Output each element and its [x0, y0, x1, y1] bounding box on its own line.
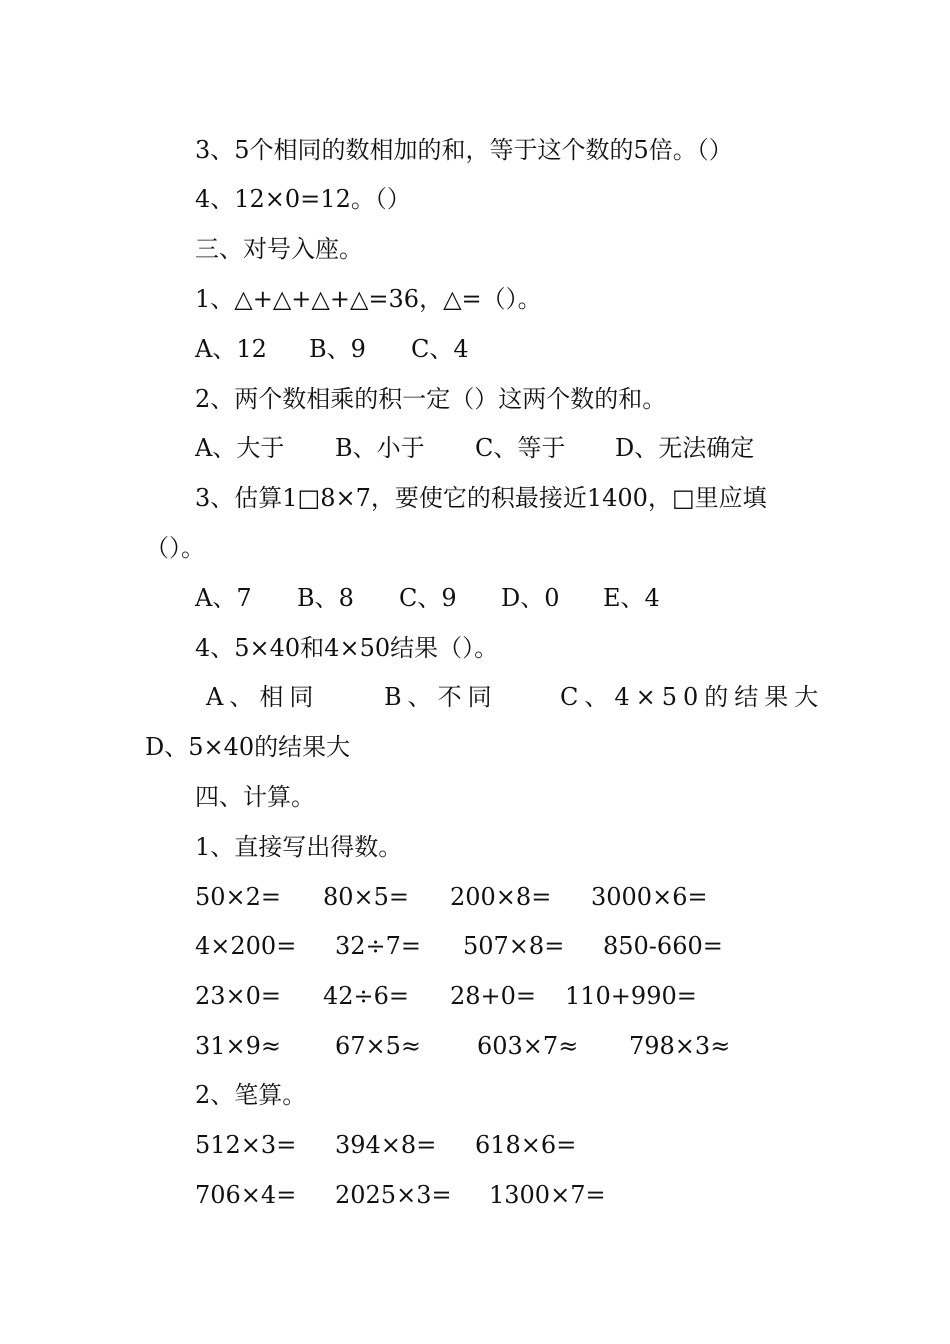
problem: 200×8=: [450, 883, 552, 911]
section-4-heading: 四、计算。: [195, 783, 315, 811]
problem: 28+0=: [450, 982, 537, 1010]
option: E、4: [603, 584, 660, 612]
choice-q2-stem: 2、两个数相乘的积一定（）这两个数的和。: [195, 385, 667, 413]
true-false-q3: 3、5个相同的数相加的和，等于这个数的5倍。（）: [195, 136, 733, 164]
option: C、4×50的结果大: [560, 683, 825, 711]
subsection-1-title: 1、直接写出得数。: [195, 833, 403, 861]
choice-q3-stem: 3、估算1□8×7，要使它的积最接近1400，□里应填: [195, 484, 767, 512]
problem: 50×2=: [195, 883, 282, 911]
true-false-q4: 4、12×0=12。（）: [195, 185, 411, 213]
option: C、9: [399, 584, 457, 612]
option: B、8: [297, 584, 354, 612]
option: B、9: [309, 335, 366, 363]
choice-q1-stem: 1、△+△+△+△=36，△=（）。: [195, 285, 542, 313]
problem: 394×8=: [335, 1131, 437, 1159]
problem: 798×3≈: [629, 1032, 731, 1060]
problem: 850-660=: [603, 932, 723, 960]
problem: 32÷7=: [335, 932, 422, 960]
option: A、大于: [195, 434, 285, 462]
problem: 67×5≈: [335, 1032, 422, 1060]
problem: 2025×3=: [335, 1181, 452, 1209]
problem: 23×0=: [195, 982, 282, 1010]
option: A、7: [195, 584, 252, 612]
subsection-2-title: 2、笔算。: [195, 1081, 307, 1109]
option: D、5×40的结果大: [145, 733, 351, 761]
problem: 3000×6=: [591, 883, 708, 911]
problem: 706×4=: [195, 1181, 297, 1209]
section-3-heading: 三、对号入座。: [195, 235, 363, 263]
problem: 507×8=: [463, 932, 565, 960]
option: D、0: [501, 584, 560, 612]
option: B、小于: [335, 434, 425, 462]
option: C、等于: [475, 434, 566, 462]
problem: 80×5=: [323, 883, 410, 911]
option: B、不同: [384, 683, 498, 711]
option: D、无法确定: [615, 434, 755, 462]
problem: 4×200=: [195, 932, 297, 960]
option: A、相同: [206, 683, 320, 711]
problem: 110+990=: [565, 982, 697, 1010]
problem: 31×9≈: [195, 1032, 282, 1060]
option: A、12: [195, 335, 267, 363]
written-calc-row: [195, 1180, 606, 1330]
problem: 1300×7=: [489, 1181, 606, 1209]
option: C、4: [411, 335, 469, 363]
problem: 512×3=: [195, 1131, 297, 1159]
choice-q3-stem-continued: （）。: [145, 534, 205, 562]
problem: 42÷6=: [323, 982, 410, 1010]
problem: 618×6=: [475, 1131, 577, 1159]
problem: 603×7≈: [477, 1032, 579, 1060]
choice-q4-stem: 4、5×40和4×50结果（）。: [195, 634, 499, 662]
